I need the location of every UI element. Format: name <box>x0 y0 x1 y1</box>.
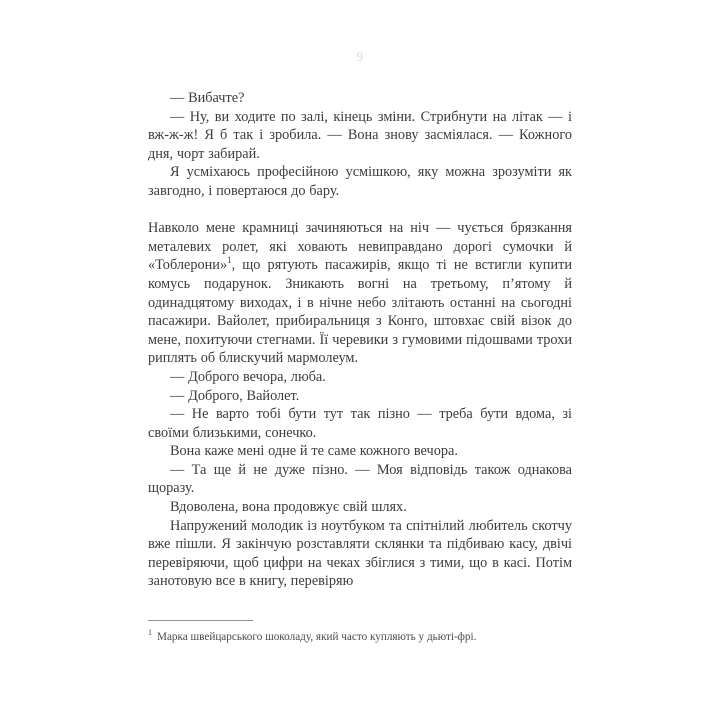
paragraph: Напружений молодик із ноутбуком та спітнілий любитель скотчу вже пішли. Я закінчую розставляти склянки та підбиваю касу, двічі перевіряючи, щоб цифри на чеках збіглися з тими, що в касі. Потім занотовую все в книгу, перевіряю <box>148 517 572 590</box>
paragraph: — Вибачте? <box>170 90 245 106</box>
footnote-separator-rule <box>148 620 253 621</box>
paragraph: — Доброго вечора, люба. <box>170 368 326 385</box>
paragraph: Я усміхаюсь професійною усмішкою, яку можна зрозуміти як завгодно, і повертаюся до бару. <box>148 164 572 199</box>
paragraph: — Та ще й не дуже пізно. — Моя відповідь також однакова щоразу. <box>148 461 572 497</box>
paragraph: Вона каже мені одне й те саме кожного вечора. <box>170 443 458 460</box>
page-number: 9 <box>356 49 364 64</box>
footnote-item <box>148 630 572 644</box>
paragraph: — Не варто тобі бути тут так пізно — треба бути вдома, зі своїми близькими, сонечко. <box>148 406 572 441</box>
paragraph-text-after-note: , що рятують пасажирів, якщо ті не встигли купити комусь подарунок. Зникають вогні на третьому, п’ятому й одинадцятому виходах, і в нічне небо злітають останні на сьогодні пасажири. Вайолет, прибиральниця з Конго, штовхає свій візок до мене, похитуючи стегнами. Її черевики з гумовими підошвами трохи риплять об блискучий мармолеум. <box>148 257 572 367</box>
footnote-area <box>148 620 572 644</box>
footnote-text: Марка швейцарського шоколаду, який часто купляють у дьюті-фрі. <box>157 631 477 643</box>
paragraph: Вдоволена, вона продовжує свій шлях. <box>170 499 407 516</box>
body-text-block <box>148 89 572 591</box>
paragraph-with-footnote-ref <box>148 219 572 368</box>
footnote-marker: 1 <box>148 628 152 638</box>
paragraph: — Доброго, Вайолет. <box>170 387 300 404</box>
paragraph: — Ну, ви ходите по залі, кінець зміни. Стрибнути на літак — і вж-ж-ж! Я б так і зробила. — Вона знову засміялася. — Кожного дня, чорт забирай. <box>148 108 572 162</box>
paragraph-text-before-note: Навколо мене крамниці зачиняються на ніч — чується брязкання металевих ролет, які ховають невиправдано дорогі сумочки й «Тоблерони» <box>148 220 572 274</box>
footnote-reference-marker[interactable]: 1 <box>227 255 232 266</box>
